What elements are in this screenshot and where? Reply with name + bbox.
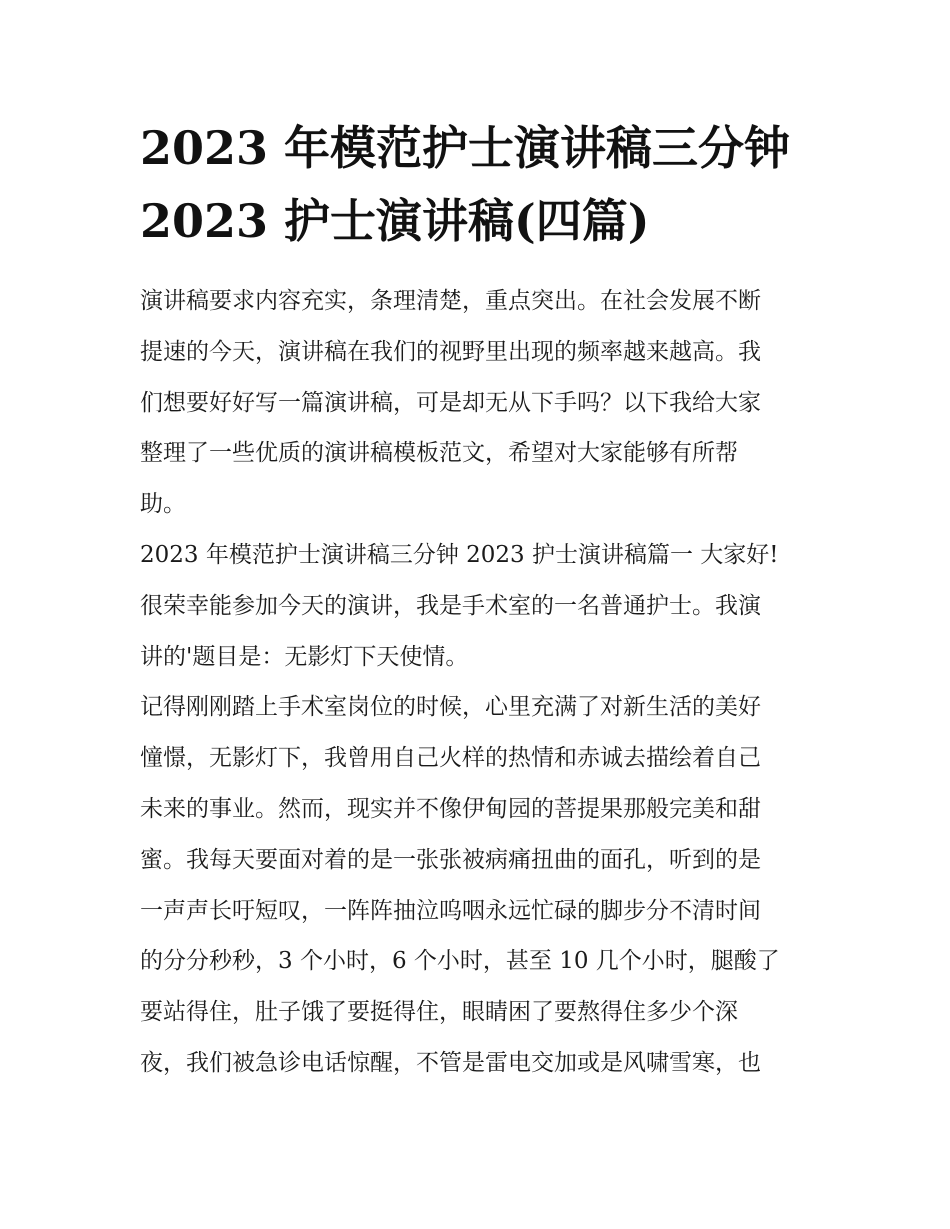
title-line-1: 2023 年模范护士演讲稿三分钟 [140,121,791,175]
body-line: 讲的'题目是：无影灯下天使情。 [140,643,469,670]
body-line: 2023 年模范护士演讲稿三分钟 2023 护士演讲稿篇一 大家好! [140,541,779,568]
document-body [140,276,820,1089]
body-line: 演讲稿要求内容充实，条理清楚，重点突出。在社会发展不断 [140,288,761,314]
body-line: 很荣幸能参加今天的演讲，我是手术室的一名普通护士。我演 [140,592,761,619]
body-line: 助。 [140,491,186,518]
body-line: 蜜。我每天要面对着的是一张张被病痛扭曲的面孔，听到的是 [140,846,761,873]
body-line: 记得刚刚踏上手术室岗位的时候，心里充满了对新生活的美好 [140,694,761,721]
document-title [140,112,820,258]
body-line: 一声声长吁短叹，一阵阵抽泣呜咽永远忙碌的脚步分不清时间 [140,897,761,924]
title-line-2: 2023 护士演讲稿(四篇) [140,194,650,248]
body-line: 整理了一些优质的演讲稿模板范文，希望对大家能够有所帮 [140,440,738,467]
body-line: 夜，我们被急诊电话惊醒，不管是雷电交加或是风啸雪寒，也 [140,1049,761,1076]
body-line: 未来的事业。然而，现实并不像伊甸园的菩提果那般完美和甜 [140,795,761,822]
body-line: 提速的今天，演讲稿在我们的视野里出现的频率越来越高。我 [140,338,761,365]
body-line: 的分分秒秒，3 个小时，6 个小时，甚至 10 几个小时，腿酸了 [140,948,780,975]
body-line: 们想要好好写一篇演讲稿，可是却无从下手吗？以下我给大家 [140,389,761,416]
body-line: 要站得住，肚子饿了要挺得住，眼睛困了要熬得住多少个深 [140,999,738,1026]
body-line: 憧憬，无影灯下，我曾用自己火样的热情和赤诚去描绘着自己 [140,745,761,772]
